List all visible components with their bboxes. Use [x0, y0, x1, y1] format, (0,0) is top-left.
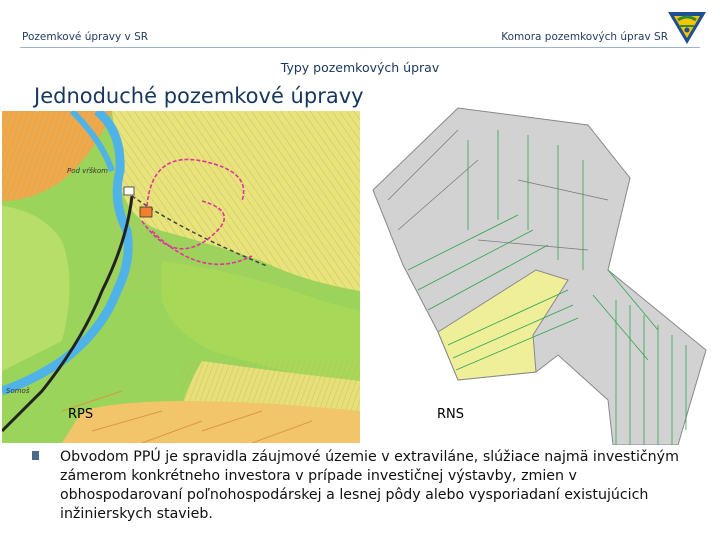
header-right-text: Komora pozemkových úprav SR [501, 31, 668, 43]
chamber-logo-icon [666, 8, 708, 46]
header-divider [20, 47, 700, 48]
map-label-rns: RNS [437, 407, 465, 422]
slide-subtitle: Typy pozemkových úprav [280, 60, 440, 75]
map-label-rps: RPS [68, 407, 94, 422]
slide-title: Jednoduché pozemkové úpravy [34, 84, 364, 108]
bullet-square-icon [32, 451, 39, 460]
topographic-map-rps [2, 111, 360, 443]
header-left-text: Pozemkové úpravy v SR [22, 31, 149, 43]
place-label-pod-vrskom: Pod vŕškom [67, 167, 108, 175]
parcel-map-rns [368, 100, 713, 445]
place-label-somos: Somoš [6, 387, 30, 395]
bullet-text: Obvodom PPÚ je spravidla záujmové územie v extraviláne, slúžiace najmä investičným zámerom konkrétneho investora v prípade investičnej výstavby, zmien v obhospodarovaní poľnohospodárskej a lesnej pôdy alebo vysporiadaní existujúcich inžinierskych stavieb. [60, 449, 679, 522]
